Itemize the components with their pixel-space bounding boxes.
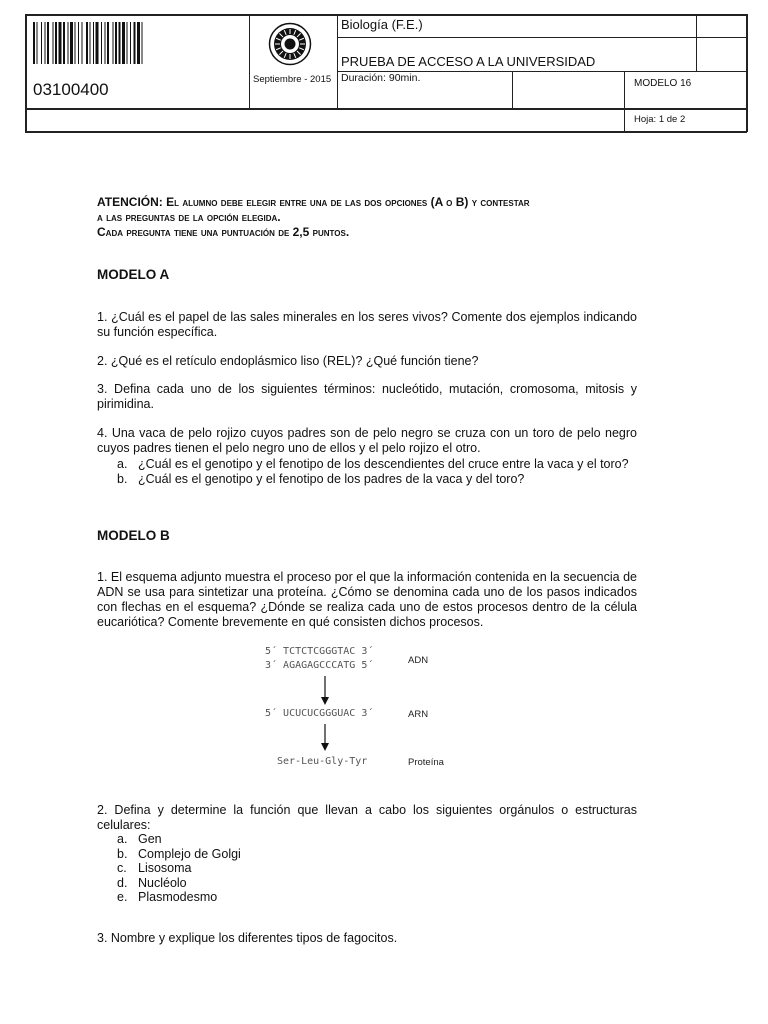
model-b-question-3: 3. Nombre y explique los diferentes tipos de fagocitos.: [97, 930, 398, 945]
barcode-image: [33, 22, 225, 64]
model-number: MODELO 16: [634, 78, 692, 89]
down-arrow-icon: [319, 724, 331, 752]
down-arrow-icon: [319, 676, 331, 706]
model-b-question-2-options: [117, 832, 417, 905]
attention-line3: Cada pregunta tiene una puntuación de 2,5 puntos.: [97, 225, 350, 239]
dna-label: ADN: [408, 655, 429, 666]
subject-label: Biología (F.E.): [341, 17, 423, 32]
attention-line2: a las preguntas de la opción elegida.: [97, 210, 281, 224]
model-a-question-3: 3. Defina cada uno de los siguientes términos: nucleótido, mutación, cromosoma, mitosis y pirimidina.: [97, 381, 637, 411]
model-a-question-4-options: [117, 457, 637, 486]
exam-code: 03100400: [33, 80, 109, 99]
model-a-question-2: 2. ¿Qué es el retículo endoplásmico liso (REL)? ¿Qué función tiene?: [97, 353, 479, 368]
dna-strand-2: 3´ AGAGAGCCCATG 5´: [265, 660, 374, 671]
model-a-question-1: 1. ¿Cuál es el papel de las sales minerales en los seres vivos? Comente dos ejemplos indicando su función específica.: [97, 309, 637, 339]
dna-strand-1: 5´ TCTCTCGGGTAC 3´: [265, 646, 374, 657]
exam-duration: Duración: 90min.: [341, 72, 421, 84]
protein-label: Proteína: [408, 757, 444, 768]
rna-strand: 5´ UCUCUCGGGUAC 3´: [265, 708, 374, 719]
list-item: e. Plasmodesmo: [117, 890, 218, 904]
model-a-title: MODELO A: [97, 267, 170, 282]
list-item: a. ¿Cuál es el genotipo y el fenotipo de los descendientes del cruce entre la vaca y el toro?: [117, 457, 629, 471]
list-item: d. Nucléolo: [117, 875, 187, 890]
exam-date: Septiembre - 2015: [253, 74, 332, 85]
list-item: a. Gen: [117, 832, 162, 846]
sheet-number: Hoja: 1 de 2: [634, 114, 686, 125]
attention-notice: [97, 195, 637, 240]
list-item: b. Complejo de Golgi: [117, 846, 241, 861]
list-item: b. ¿Cuál es el genotipo y el fenotipo de los padres de la vaca y del toro?: [117, 471, 525, 486]
list-item: c. Lisosoma: [117, 861, 192, 875]
rna-label: ARN: [408, 709, 429, 720]
exam-title: PRUEBA DE ACCESO A LA UNIVERSIDAD: [341, 54, 596, 69]
university-seal-logo: [268, 22, 312, 66]
model-b-question-1: 1. El esquema adjunto muestra el proceso por el que la información contenida en la secuencia de ADN se usa para sintetizar una proteína. ¿Cómo se denomina cada uno de los pasos indicados con flechas en el esquema? ¿Dónde se realiza cada uno de estos procesos dentro de la célula eucariótica? Comente brevemente en qué consisten dichos procesos.: [97, 569, 637, 629]
attention-lead: ATENCIÓN:: [97, 195, 163, 209]
model-b-question-2: 2. Defina y determine la función que llevan a cabo los siguientes orgánulos o estructuras celulares:: [97, 802, 637, 832]
attention-line1: El alumno debe elegir entre una de las dos opciones (A o B) y contestar: [166, 195, 530, 209]
protein-sequence: Ser-Leu-Gly-Tyr: [277, 756, 368, 767]
model-a-question-4: 4. Una vaca de pelo rojizo cuyos padres son de pelo negro se cruza con un toro de pelo negro cuyos padres tienen el pelo negro uno de ellos y el pelo rojizo el otro.: [97, 425, 637, 455]
model-b-title: MODELO B: [97, 528, 170, 543]
